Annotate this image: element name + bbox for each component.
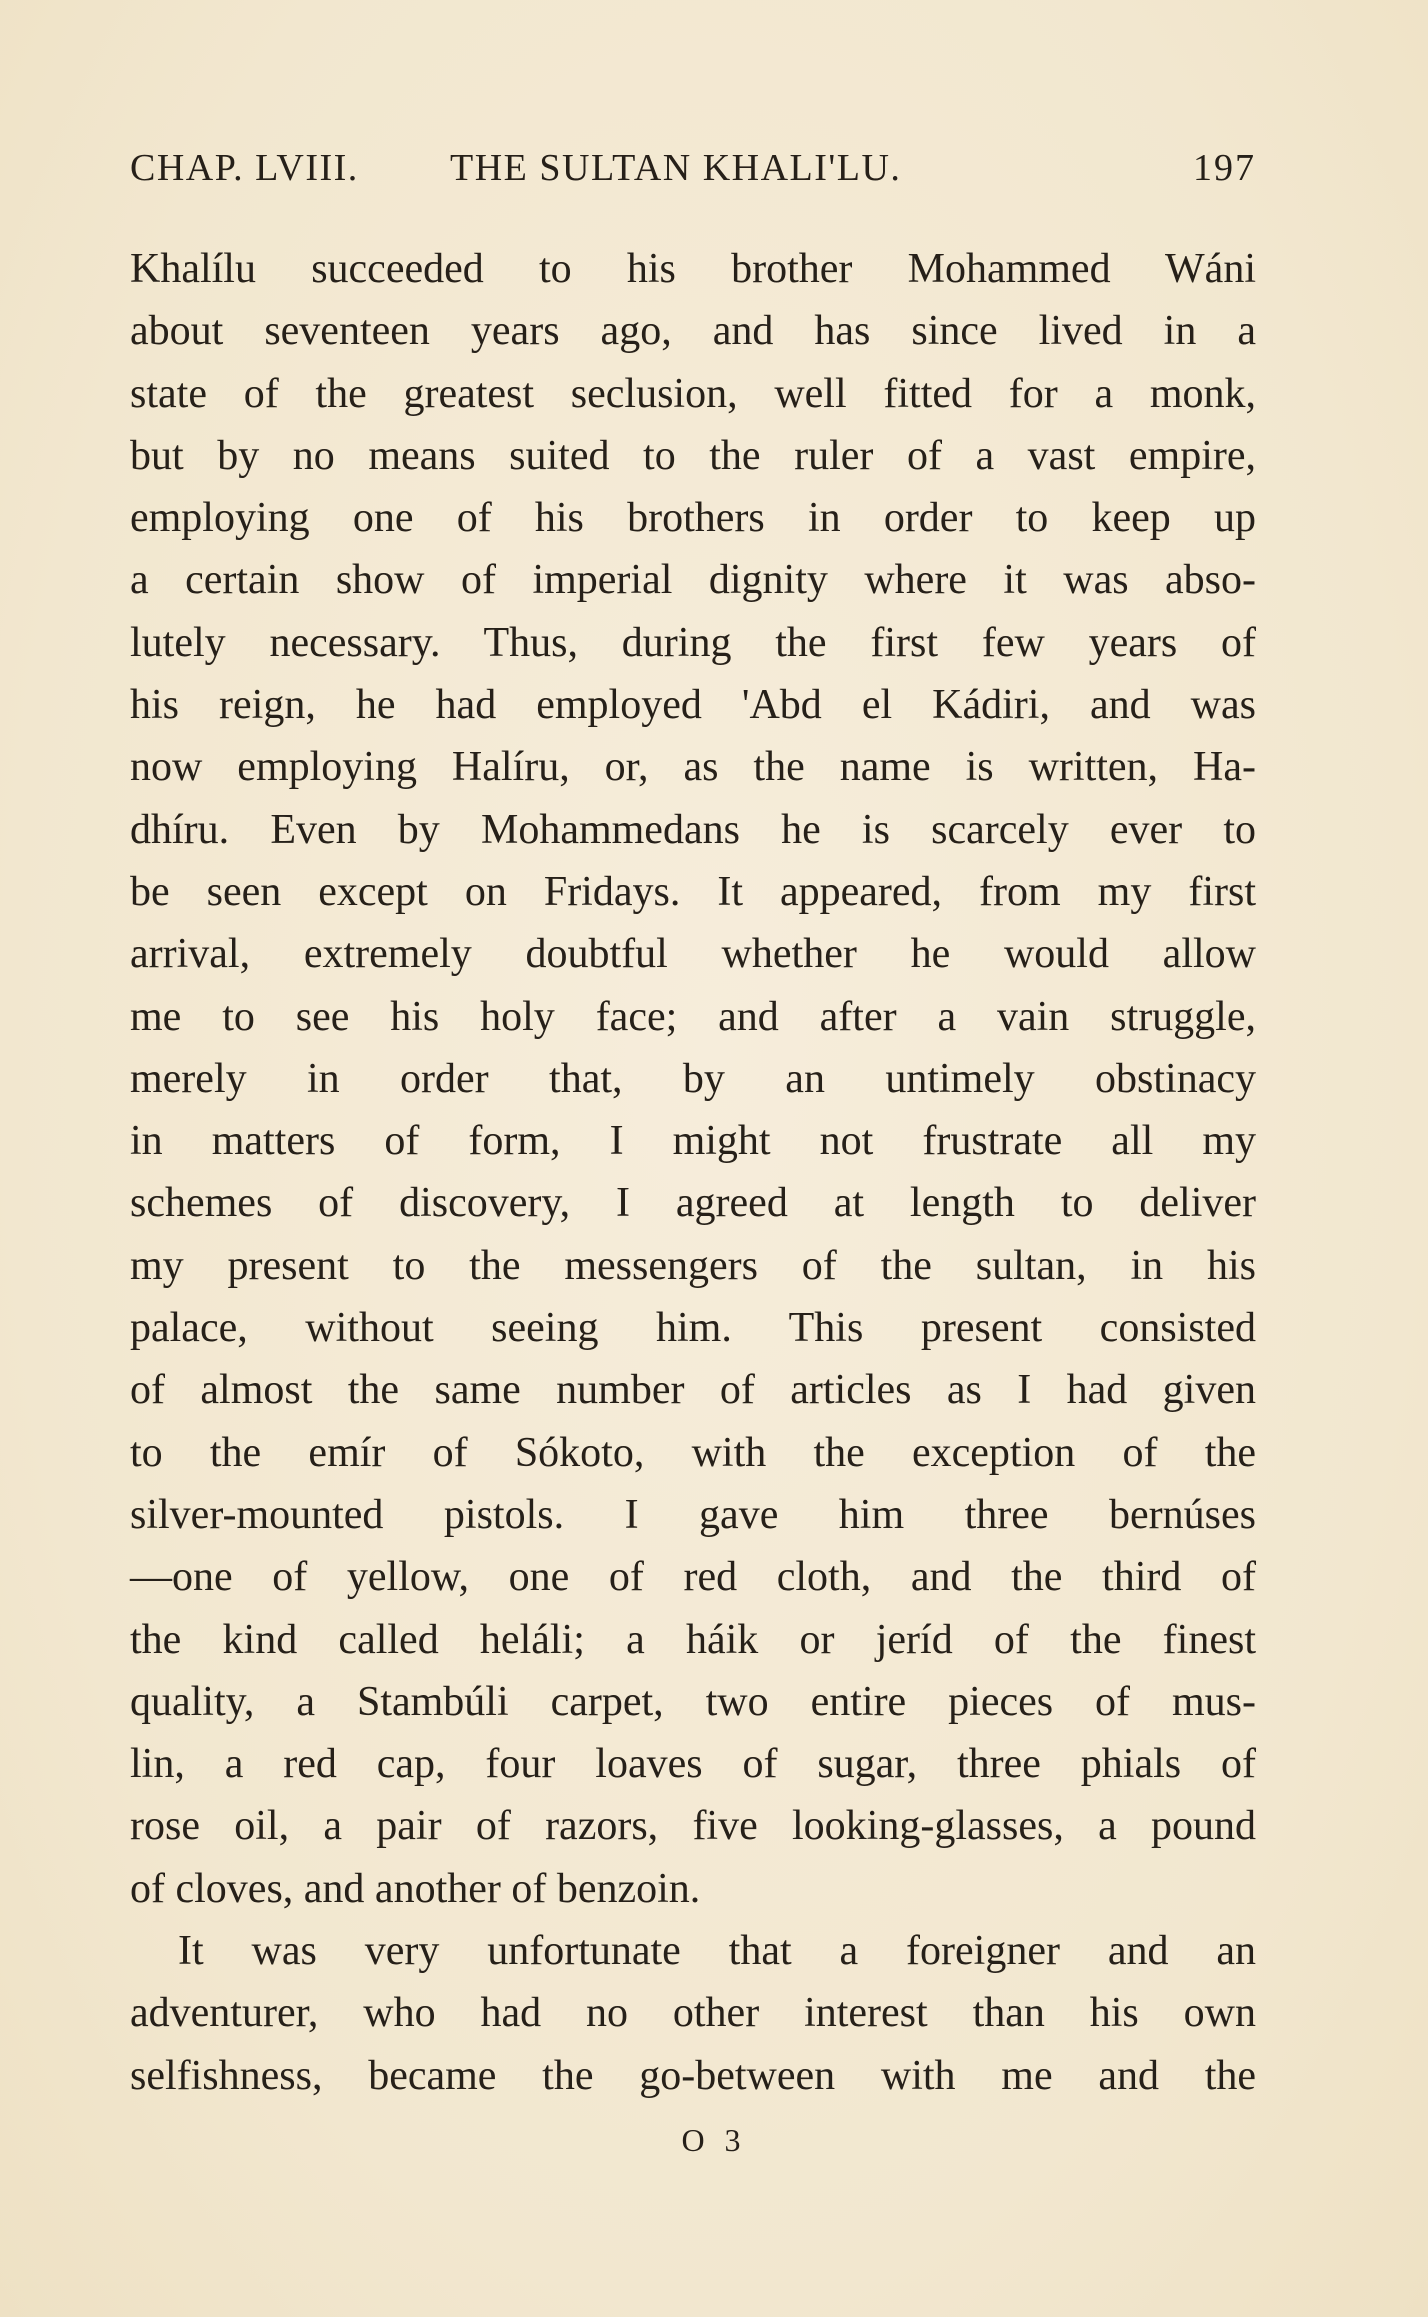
text-line: dhíru. Even by Mohammedans he is scarcely ever to (130, 806, 1256, 853)
running-head (130, 146, 1256, 196)
text-line: arrival, extremely doubtful whether he would allow (130, 931, 1256, 978)
text-line: of cloves, and another of benzoin. (130, 1865, 701, 1912)
text-line: my present to the messengers of the sultan, in his (130, 1242, 1256, 1289)
chapter-label: CHAP. LVIII. (130, 147, 359, 189)
text-line: but by no means suited to the ruler of a vast empire, (130, 432, 1256, 479)
text-line: me to see his holy face; and after a vain struggle, (130, 993, 1256, 1040)
text-line: palace, without seeing him. This present consisted (130, 1305, 1256, 1352)
text-line: now employing Halíru, or, as the name is written, Ha- (130, 744, 1256, 791)
paragraph-start-line: It was very unfortunate that a foreigner and an (178, 1928, 1256, 1975)
running-title: THE SULTAN KHALI'LU. (450, 147, 902, 189)
text-line: in matters of form, I might not frustrate all my (130, 1118, 1256, 1165)
text-line: adventurer, who had no other interest than his own (130, 1990, 1256, 2037)
text-line: lin, a red cap, four loaves of sugar, three phials of (130, 1741, 1256, 1788)
text-line: be seen except on Fridays. It appeared, from my first (130, 868, 1256, 915)
signature-mark: O 3 (681, 2122, 747, 2158)
text-line: to the emír of Sókoto, with the exception of the (130, 1429, 1256, 1476)
text-line: lutely necessary. Thus, during the first few years of (130, 619, 1256, 666)
text-line: merely in order that, by an untimely obstinacy (130, 1055, 1256, 1102)
text-line: quality, a Stambúli carpet, two entire pieces of mus- (130, 1678, 1256, 1725)
text-line: his reign, he had employed 'Abd el Kádiri, and was (130, 682, 1256, 729)
text-line: of almost the same number of articles as I had given (130, 1367, 1256, 1414)
text-line: silver-mounted pistols. I gave him three bernúses (130, 1491, 1256, 1538)
text-line: about seventeen years ago, and has since lived in a (130, 308, 1256, 355)
text-line: the kind called heláli; a háik or jeríd of the finest (130, 1616, 1256, 1663)
text-line: schemes of discovery, I agreed at length to deliver (130, 1180, 1256, 1227)
body-text (130, 238, 1256, 2107)
text-line: a certain show of imperial dignity where it was abso- (130, 557, 1256, 604)
text-line: —one of yellow, one of red cloth, and the third of (130, 1554, 1256, 1601)
text-line: rose oil, a pair of razors, five looking-glasses, a pound (130, 1803, 1256, 1850)
text-line: employing one of his brothers in order to keep up (130, 495, 1256, 542)
text-line: state of the greatest seclusion, well fitted for a monk, (130, 370, 1256, 417)
text-line: selfishness, became the go-between with me and the (130, 2052, 1256, 2099)
page-number: 197 (1193, 147, 1256, 189)
text-line: Khalílu succeeded to his brother Mohammed Wáni (130, 246, 1256, 292)
